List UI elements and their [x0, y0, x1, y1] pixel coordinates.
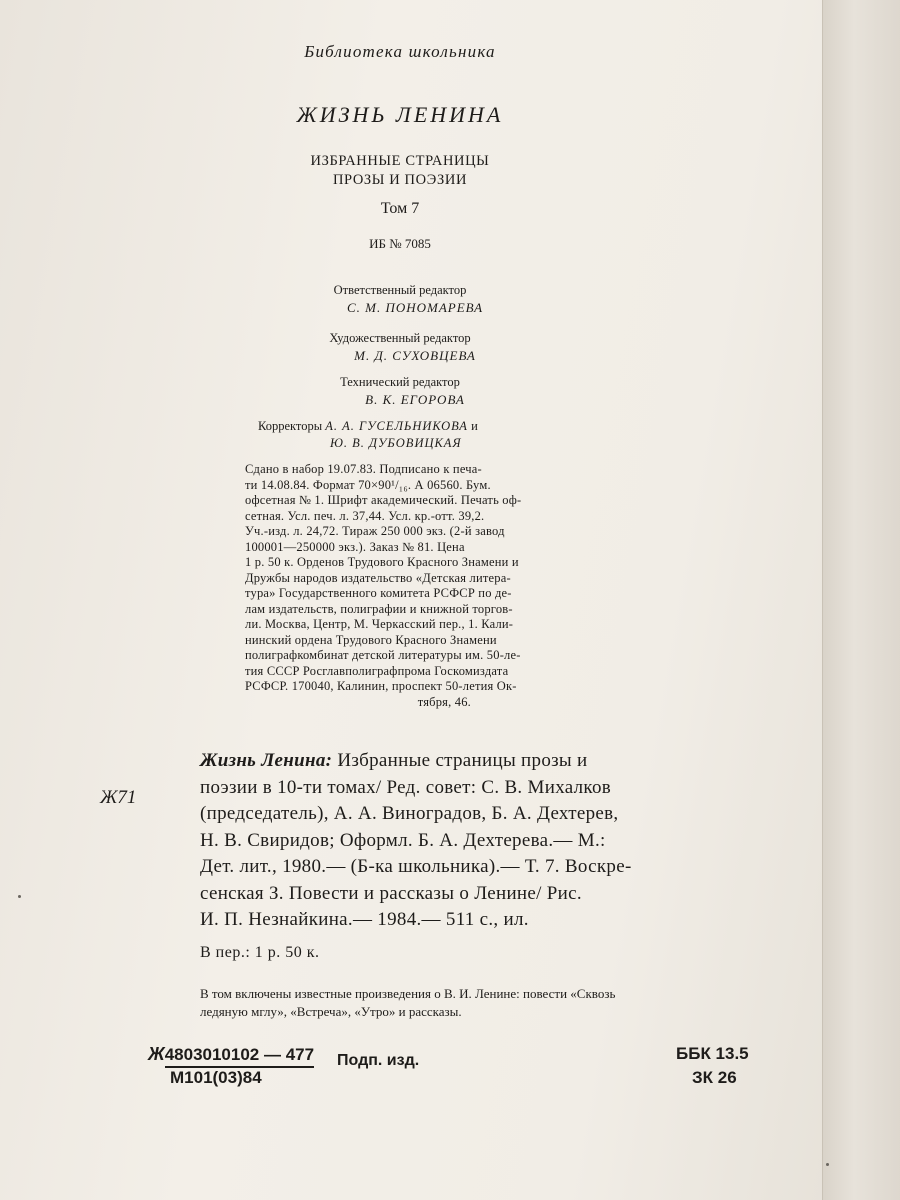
imprint-line: тября, 46. [417, 694, 471, 709]
credit-tech-editor [210, 374, 590, 408]
biblio-line: Дет. лит., 1980.— (Б-ка школьника).— Т. 7. Воскре- [200, 856, 632, 877]
code-series: М101(03)84 [170, 1068, 262, 1087]
volume-number: Том 7 [380, 200, 420, 217]
credit-name: М. Д. СУХОВЦЕВА [354, 348, 476, 363]
imprint-line: Дружбы народов издательство «Детская литера- [245, 570, 511, 585]
bbk-index [676, 1042, 749, 1090]
imprint-line: лам издательств, полиграфии и книжной торгов- [245, 601, 513, 616]
biblio-line: сенская З. Повести и рассказы о Ленине/ Рис. [200, 882, 582, 904]
ib-number: ИБ № 7085 [369, 236, 431, 251]
credit-role: Художественный редактор [329, 331, 471, 345]
paper-speck [826, 1163, 829, 1166]
imprint-line: Уч.-изд. л. 24,72. Тираж 250 000 экз. (2-й завод [245, 524, 505, 538]
biblio-line: Избранные страницы прозы и [337, 750, 588, 771]
credit-name: С. М. ПОНОМАРЕВА [346, 300, 484, 315]
imprint-line: тура» Государственного комитета РСФСР по де- [245, 586, 512, 600]
publication-code [148, 1044, 314, 1088]
annotation-line: ледяную мглу», «Встреча», «Утро» и рассказы. [200, 1004, 462, 1019]
imprint-line: офсетная № 1. Шрифт академический. Печать оф- [245, 493, 522, 507]
annotation-line: В том включены известные произведения о В. И. Ленине: повести «Сквозь [200, 986, 616, 1001]
biblio-line: поэзии в 10-ти томах/ Ред. совет: С. В. Михалков [200, 776, 612, 798]
bbk-code: ББК 13.5 [676, 1044, 749, 1063]
imprint-block [245, 462, 581, 710]
corrector-name: Ю. В. ДУБОВИЦКАЯ [330, 436, 462, 450]
imprint-line: Сдано в набор 19.07.83. Подписано к печа- [245, 462, 482, 476]
credit-art-editor [210, 330, 590, 364]
biblio-lead: Жизнь Ленина: [200, 750, 333, 771]
subscription-edition: Подп. изд. [337, 1052, 420, 1069]
zk-code: ЗК 26 [692, 1068, 737, 1087]
imprint-line: тия СССР Росглавполиграфпрома Госкомиздата [245, 663, 509, 678]
imprint-line: ли. Москва, Центр, М. Черкасский пер., 1. Кали- [245, 617, 514, 631]
series-name: Библиотека школьника [304, 42, 496, 61]
code-prefix: Ж [148, 1044, 165, 1064]
biblio-line: Н. В. Свиридов; Оформл. Б. А. Дехтерева.— М.: [200, 829, 606, 851]
corrector-conjunction: и [471, 419, 478, 433]
imprint-line: 100001—250000 экз.). Заказ № 81. Цена [245, 539, 465, 554]
imprint-line: РСФСР. 170040, Калинин, проспект 50-летия Ок- [245, 679, 517, 693]
credit-role: Ответственный редактор [333, 283, 467, 297]
code-number: 4803010102 — 477 [165, 1045, 314, 1068]
imprint-line: полиграфкомбинат детской литературы им. 50-ле- [245, 648, 521, 662]
book-subtitle [210, 152, 590, 190]
imprint-line: сетная. Усл. печ. л. 37,44. Усл. кр.-отт. 39,2. [245, 508, 485, 523]
price: В пер.: 1 р. 50 к. [200, 944, 320, 961]
annotation [200, 985, 785, 1021]
biblio-line: (председатель), А. А. Виноградов, Б. А. Дехтерев, [200, 803, 619, 824]
credit-editor [210, 282, 590, 316]
catalog-code: Ж71 [100, 787, 137, 808]
imprint-line: 1 р. 50 к. Орденов Трудового Красного Знамени и [245, 555, 519, 569]
correctors [258, 418, 478, 452]
book-title: ЖИЗНЬ ЛЕНИНА [296, 102, 504, 127]
next-page-edge [822, 0, 900, 1200]
imprint-line: нинский ордена Трудового Красного Знамени [245, 632, 497, 647]
biblio-line: И. П. Незнайкина.— 1984.— 511 с., ил. [200, 909, 529, 930]
corrector-name: А. А. ГУСЕЛЬНИКОВА [325, 419, 468, 433]
imprint-line: ти 14.08.84. Формат 70×90¹/₁₆. А 06560. Бум. [245, 477, 491, 492]
credit-name: В. К. ЕГОРОВА [365, 392, 465, 407]
credit-role: Технический редактор [340, 375, 460, 389]
correctors-label: Корректоры [258, 419, 323, 433]
bibliographic-description [200, 748, 748, 934]
subtitle-line: ИЗБРАННЫЕ СТРАНИЦЫ [310, 153, 490, 169]
subtitle-line: ПРОЗЫ И ПОЭЗИИ [332, 172, 468, 188]
paper-speck [18, 895, 21, 898]
